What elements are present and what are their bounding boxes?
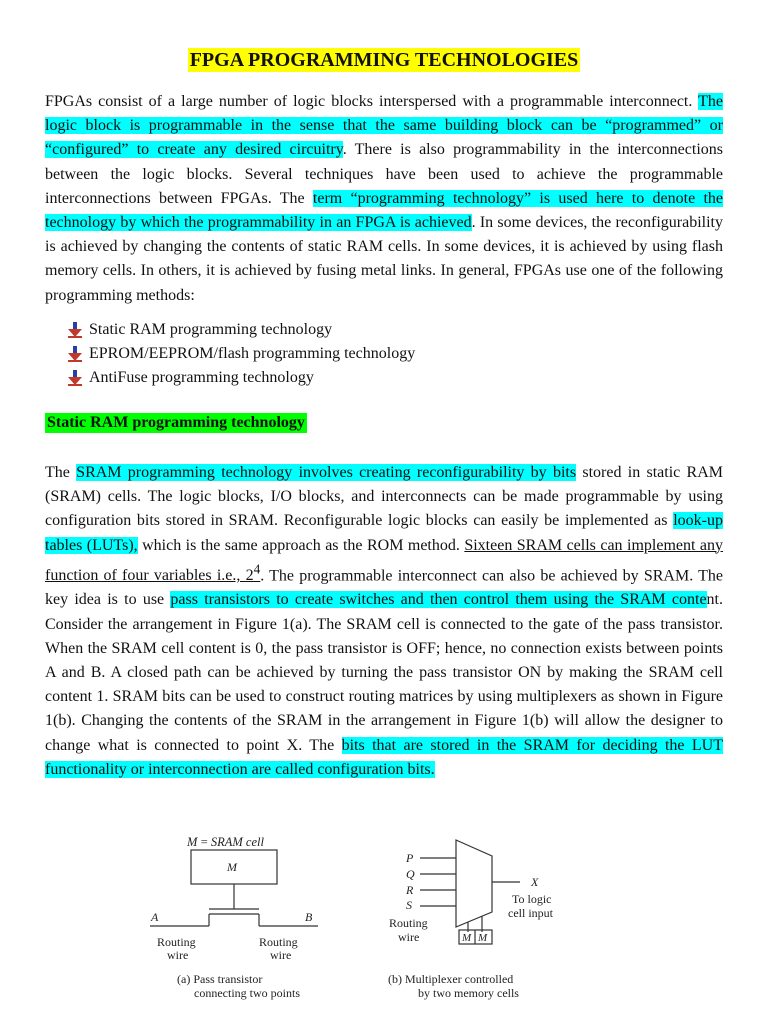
input-s-label: S bbox=[406, 898, 412, 912]
multiplexer-shape bbox=[456, 840, 492, 927]
section-heading: Static RAM programming technology bbox=[47, 414, 305, 431]
list-item-label: EPROM/EEPROM/flash programming technology bbox=[89, 345, 416, 362]
sram-paragraph bbox=[45, 461, 723, 782]
figure-b-caption-1: (b) Multiplexer controlled bbox=[388, 972, 514, 986]
input-q-label: Q bbox=[406, 867, 415, 881]
title-text: FPGA PROGRAMMING TECHNOLOGIES bbox=[189, 49, 579, 71]
input-p-label: P bbox=[406, 851, 414, 865]
body-text-4: . The programmable interconnect can also be achieved by SRAM. The key idea is to use bbox=[45, 567, 723, 609]
body-highlight-3: pass transistors to create switches and then control them using the SRAM conte bbox=[170, 591, 707, 609]
memory-cell-2-label: M bbox=[478, 932, 488, 944]
intro-highlight-2: term “programming technology” is used here to denote the technology by which the programmability in an FPGA is achieved bbox=[45, 189, 724, 232]
list-item bbox=[68, 366, 415, 390]
figure-1 bbox=[0, 822, 768, 1012]
body-text-1: The bbox=[45, 464, 77, 481]
sram-box-label: M bbox=[227, 860, 237, 874]
arrow-down-bullet-icon bbox=[68, 346, 82, 362]
methods-list bbox=[68, 318, 415, 390]
figure-b-caption-2: by two memory cells bbox=[418, 986, 519, 1000]
body-highlight-1: SRAM programming technology involves creating reconfigurability by bits bbox=[76, 464, 577, 481]
intro-highlight-1: The logic block is programmable in the sense that the same building block can be “programmed” or “configured” to create any desired circuitry bbox=[45, 93, 723, 159]
figure-b-multiplexer bbox=[388, 840, 554, 1000]
output-x-label: X bbox=[531, 875, 539, 889]
mux-wire-label: wire bbox=[398, 930, 420, 944]
output-note-2: cell input bbox=[508, 906, 553, 920]
output-note-1: To logic bbox=[512, 892, 552, 906]
point-b-label: B bbox=[305, 910, 313, 924]
body-highlight-2: look-up tables (LUTs), bbox=[45, 512, 723, 554]
document-title bbox=[0, 49, 768, 72]
right-wire-label: wire bbox=[270, 948, 292, 962]
memory-cell-1-label: M bbox=[462, 932, 472, 944]
intro-paragraph bbox=[45, 90, 723, 308]
mux-routing-label: Routing bbox=[389, 916, 428, 930]
left-wire-label: wire bbox=[167, 948, 189, 962]
figure-a-pass-transistor bbox=[150, 835, 318, 1000]
list-item bbox=[68, 342, 415, 366]
arrow-down-bullet-icon bbox=[68, 322, 82, 338]
input-r-label: R bbox=[406, 883, 414, 897]
sram-cell-label: M = SRAM cell bbox=[187, 835, 264, 849]
body-text-3: which is the same approach as the ROM method. bbox=[137, 536, 465, 554]
body-underlined-main: Sixteen SRAM cells can implement any function of four variables i.e., 2 bbox=[45, 536, 723, 585]
body-highlight-4: bits that are stored in the SRAM for deciding the LUT functionality or interconnection are called configuration bits. bbox=[45, 736, 724, 778]
body-text-5: nt. Consider the arrangement in Figure 1(a). The SRAM cell is connected to the gate of the pass transistor. When the SRAM cell content is 0, the pass transistor is OFF; hence, no connection exists between points A and B. A closed path can be achieved by turning the pass transistor ON by making the SRAM cell content 1. SRAM bits can be used to construct routing matrices by using multiplexers as shown in Figure 1(b). Changing the contents of the SRAM in the arrangement in Figure 1(b) will allow the designer to change what is connected to point X. The bbox=[45, 591, 723, 754]
intro-text-1: FPGAs consist of a large number of logic blocks interspersed with a programmable interconnect. bbox=[45, 93, 699, 110]
list-item-label: Static RAM programming technology bbox=[89, 321, 333, 338]
right-routing-label: Routing bbox=[259, 935, 298, 949]
intro-text-2: . There is also programmability in the interconnections between the logic blocks. Several techniques have been used to achieve the programmable interconnections between FPGAs. The bbox=[45, 141, 724, 207]
intro-text-3: . In some devices, the reconfigurability is achieved by changing the contents of static RAM cells. In some devices, it is achieved by using flash memory cells. In others, it is achieved by fusing metal links. In general, FPGAs use one of the following programming methods: bbox=[45, 214, 723, 304]
list-item bbox=[68, 318, 415, 342]
arrow-down-bullet-icon bbox=[68, 370, 82, 386]
figure-a-caption-1: (a) Pass transistor bbox=[177, 972, 263, 986]
point-a-label: A bbox=[151, 910, 159, 924]
superscript-exponent: 4 bbox=[253, 561, 261, 577]
figure-a-caption-2: connecting two points bbox=[194, 986, 300, 1000]
left-routing-label: Routing bbox=[157, 935, 196, 949]
body-text-2: stored in static RAM (SRAM) cells. The logic blocks, I/O blocks, and interconnects can be made programmable by using configuration bits stored in SRAM. Reconfigurable logic blocks can easily be implemented as bbox=[45, 464, 724, 530]
list-item-label: AntiFuse programming technology bbox=[89, 369, 314, 386]
